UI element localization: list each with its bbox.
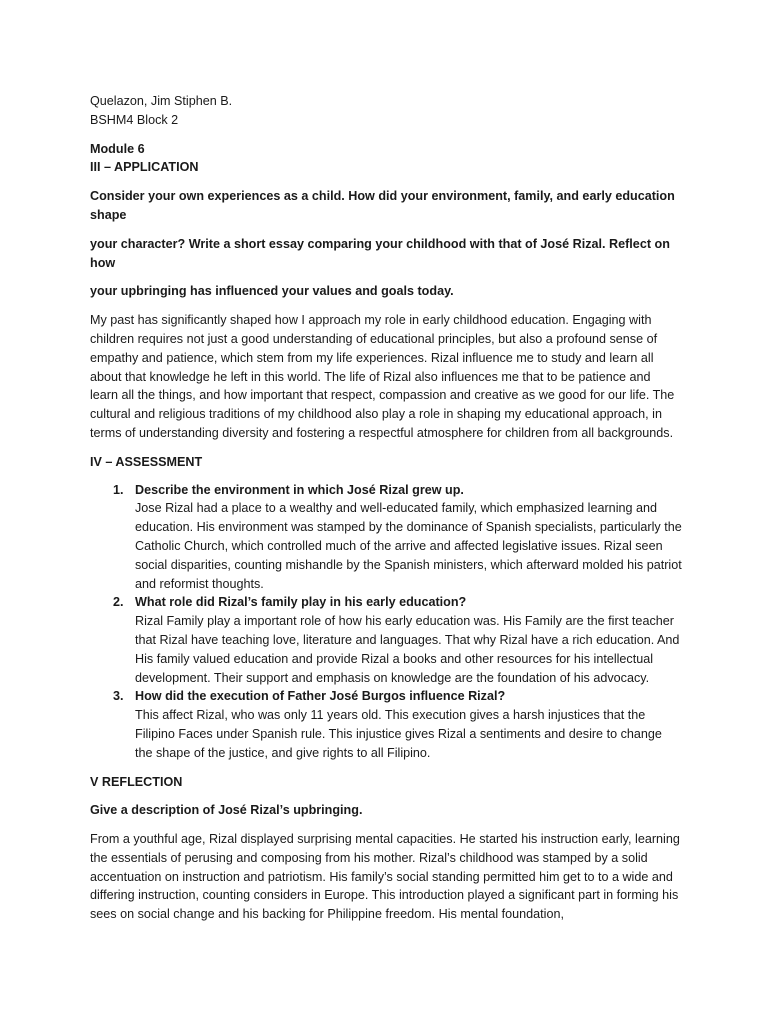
reflection-text: From a youthful age, Rizal displayed surprising mental capacities. He started his instruction early, learning the essentials of perusing and composing from his mother. Rizal’s childhood was stamped by a solid accentuation on instruction and patriotism. His family’s social standing permitted him get to to a wide and differing instruction, counting considers in Europe. This introduction played a significant part in forming his sees on social change and his backing for Philippine freedom. His mental foundation,	[90, 832, 680, 922]
reflection-prompt: Give a description of José Rizal’s upbringing.	[90, 803, 363, 818]
module-title: Module 6	[90, 141, 145, 156]
assessment-question: What role did Rizal’s family play in his early education?	[135, 595, 467, 610]
student-section: BSHM4 Block 2	[90, 112, 179, 127]
assessment-answer: Rizal Family play a important role of how his early education was. His Family are the first teacher that Rizal have teaching love, literature and languages. That why Rizal have a rich education. And His family valued education and provide Rizal a books and other resources for his intellectual development. Their support and emphasis on knowledge are the foundation of his advocacy.	[135, 614, 680, 685]
document-page	[90, 92, 682, 924]
application-essay: My past has significantly shaped how I approach my role in early childhood education. Engaging with children requires not just a good understanding of educational principles, but also a profound sense of empathy and patience, which stem from my life experiences. Rizal influence me to study and learn all about that knowledge he left in this world. The life of Rizal also influences me that to be patience and learn all the things, and how important that respect, compassion and creative as we good for our life. The cultural and religious traditions of my childhood also play a role in shaping my educational approach, in terms of understanding diversity and fostering a respectful atmosphere for children from all backgrounds.	[90, 313, 675, 440]
prompt-line: Consider your own experiences as a child. How did your environment, family, and early education shape	[90, 189, 675, 222]
assessment-question: Describe the environment in which José Rizal grew up.	[135, 482, 464, 497]
assessment-item	[90, 593, 682, 687]
assessment-item	[90, 687, 682, 762]
item-number: 3.	[113, 689, 124, 704]
assessment-answer: Jose Rizal had a place to a wealthy and well-educated family, which emphasized learning and education. His environment was stamped by the dominance of Spanish specialists, particularly the Catholic Church, which controlled much of the arrive and affected legislative issues. Rizal seen social disparities, counting mishandle by the Spanish ministers, which afterward molded his patriot and reformist thoughts.	[135, 501, 682, 591]
application-prompt	[90, 187, 682, 301]
student-name: Quelazon, Jim Stiphen B.	[90, 94, 233, 108]
assessment-item	[90, 481, 682, 594]
section-heading-reflection: V REFLECTION	[90, 774, 183, 789]
assessment-list	[90, 481, 682, 763]
prompt-line: your character? Write a short essay comparing your childhood with that of José Rizal. Reflect on how	[90, 236, 670, 270]
assessment-question: How did the execution of Father José Burgos influence Rizal?	[135, 689, 506, 704]
prompt-line: your upbringing has influenced your values and goals today.	[90, 284, 454, 299]
section-heading-application: III – APPLICATION	[90, 160, 199, 175]
assessment-answer: This affect Rizal, who was only 11 years old. This execution gives a harsh injustices that the Filipino Faces under Spanish rule. This injustice gives Rizal a sentiments and desire to change the shape of the justice, and give rights to all Filipino.	[135, 708, 662, 760]
item-number: 2.	[113, 595, 124, 610]
item-number: 1.	[113, 482, 124, 497]
section-heading-assessment: IV – ASSESSMENT	[90, 454, 203, 469]
